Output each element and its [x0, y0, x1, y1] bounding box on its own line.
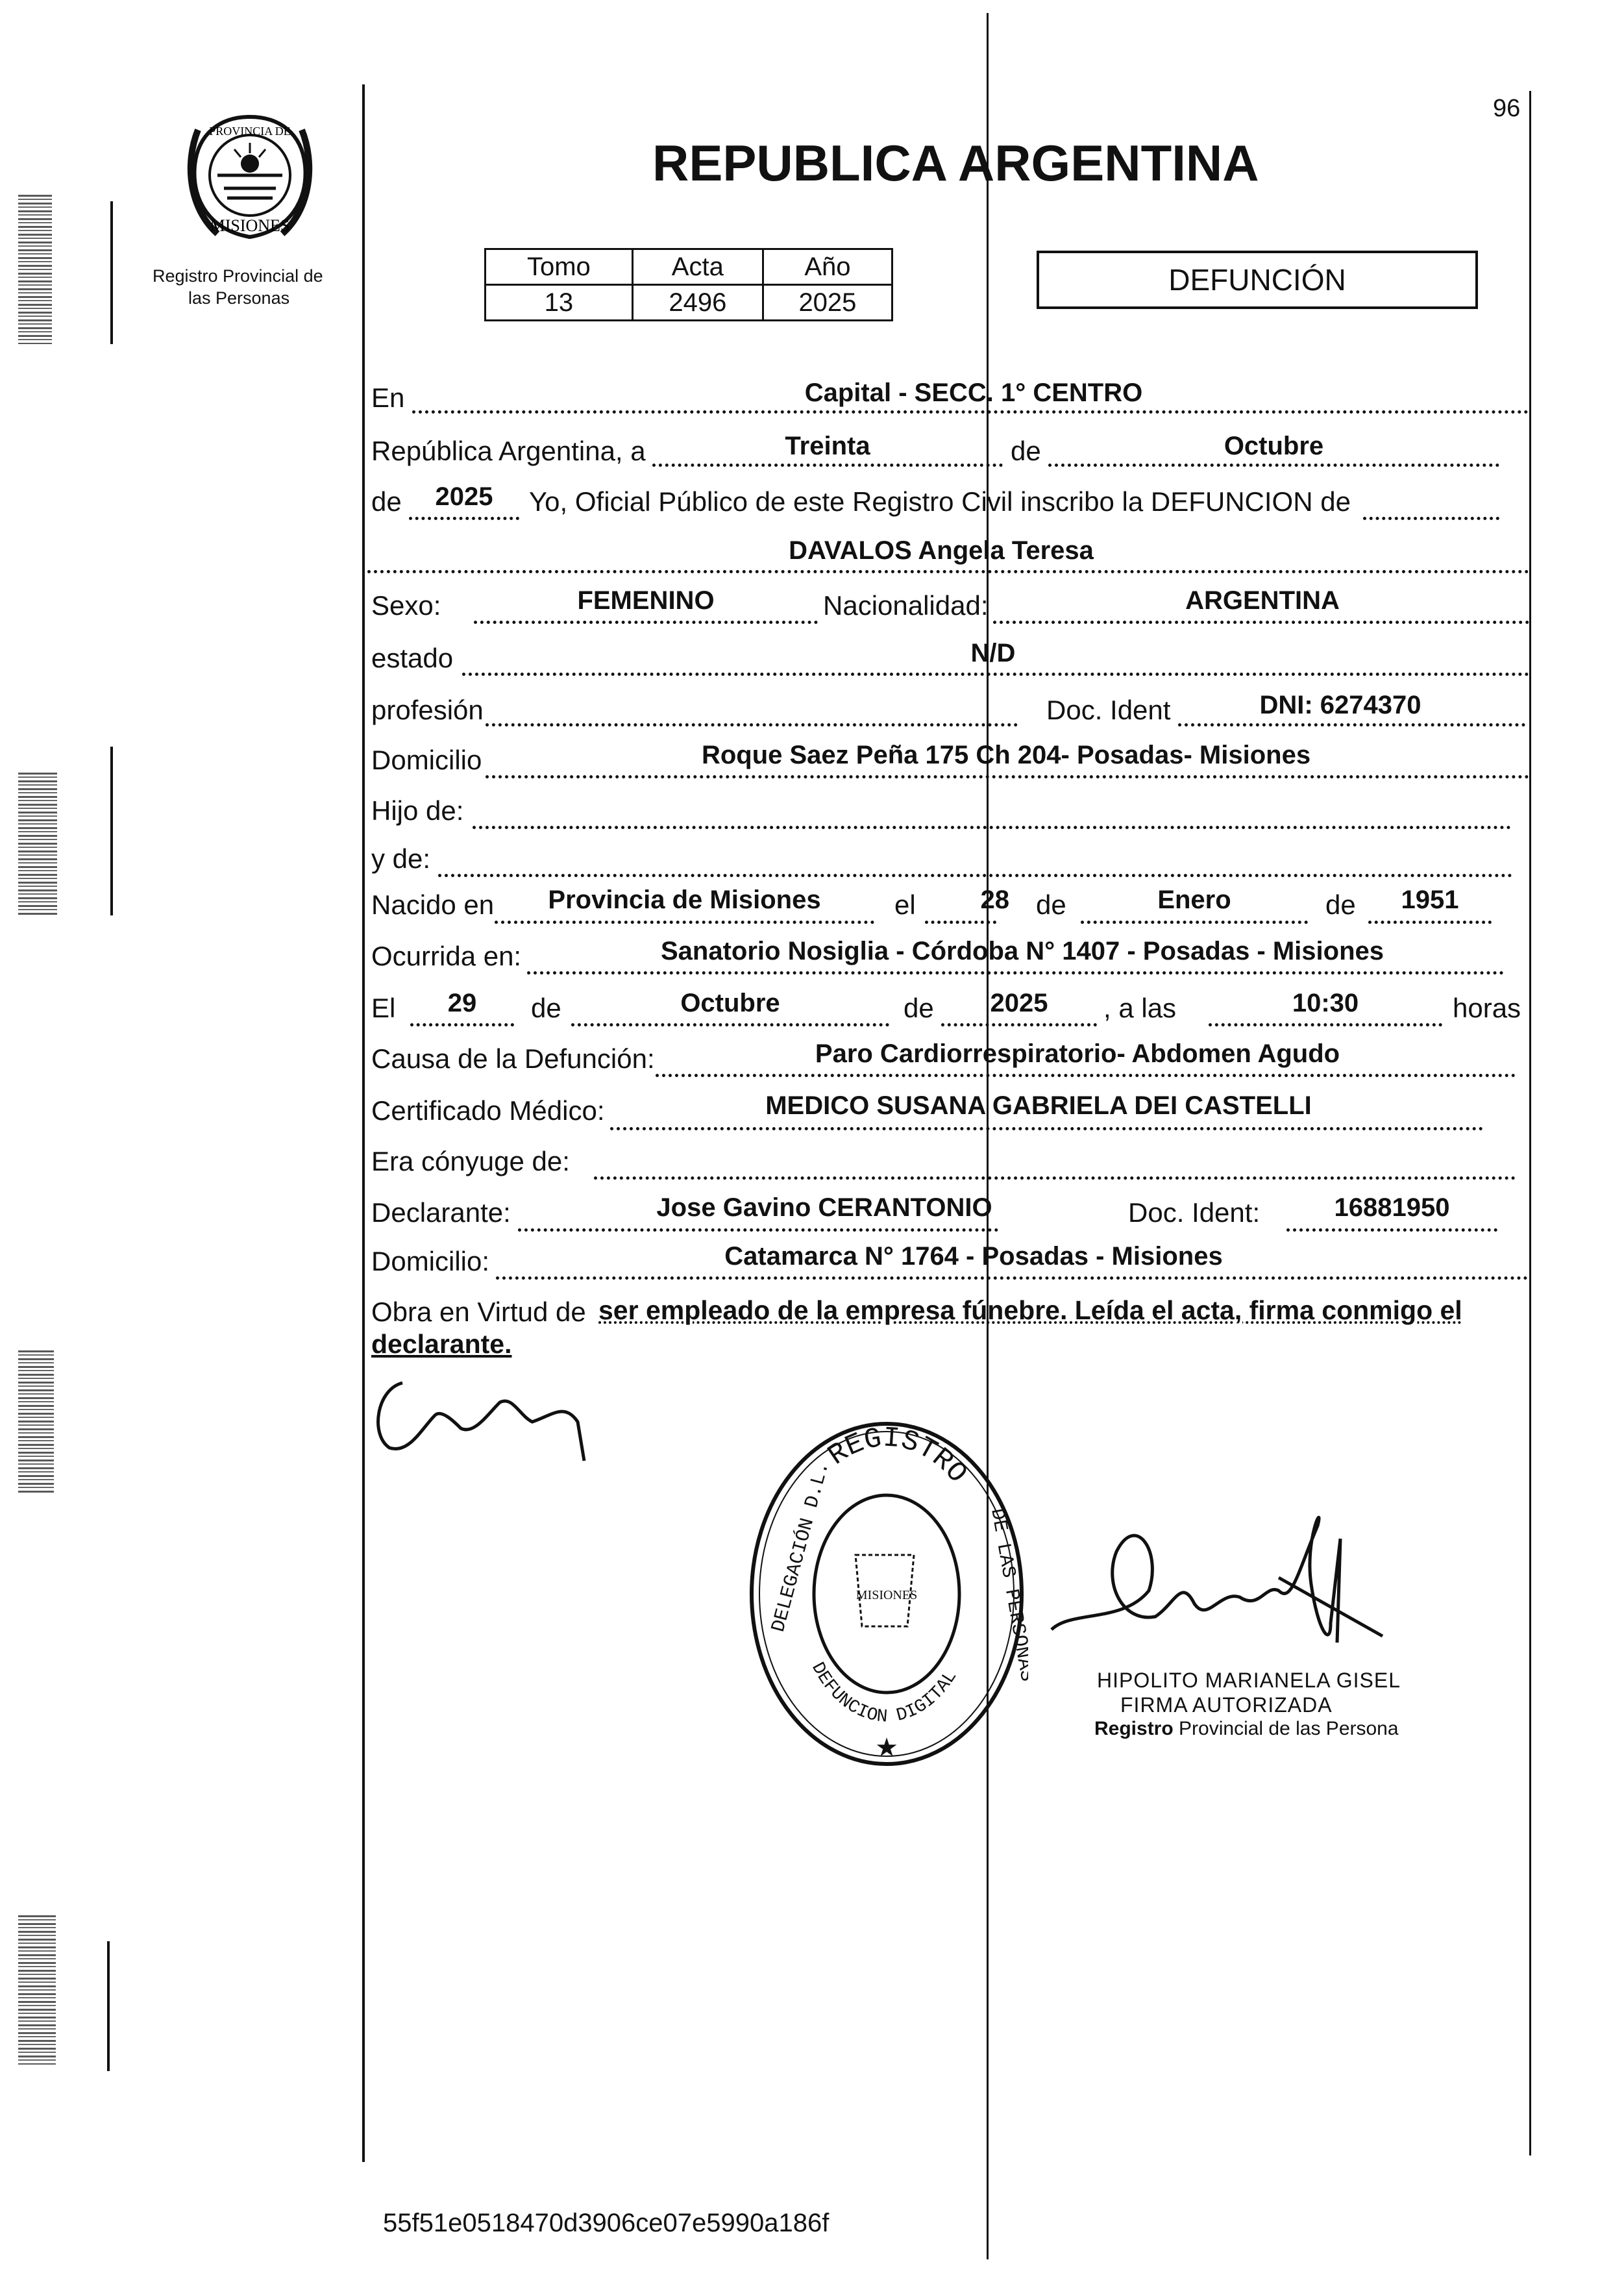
value-nacionalidad: ARGENTINA	[1185, 586, 1340, 615]
dotted-line	[941, 1023, 1097, 1026]
label-declarante: Declarante:	[371, 1197, 511, 1228]
dotted-line	[1178, 723, 1525, 727]
label-certificado: Certificado Médico:	[371, 1095, 605, 1126]
label-conyuge: Era cónyuge de:	[371, 1146, 570, 1176]
stamp-center-text: MISIONES	[855, 1588, 918, 1602]
scan-artifact	[18, 1350, 54, 1493]
table-row	[486, 285, 892, 321]
value-dia: Treinta	[785, 432, 870, 460]
dotted-line	[486, 775, 1529, 778]
declarant-signature	[363, 1363, 610, 1487]
stamp-right-text: DE LAS PERSONAS	[985, 1506, 1028, 1683]
table-header-cell: Acta	[632, 249, 763, 285]
official-stamp	[745, 1419, 1028, 1769]
label-fecha: República Argentina, a	[371, 436, 646, 466]
dotted-line	[656, 1074, 1516, 1077]
value-anio-def: 2025	[990, 989, 1048, 1017]
dotted-line	[594, 1176, 1516, 1180]
dotted-line	[486, 723, 1018, 727]
signatory-org-rest: Provincial de las Persona	[1179, 1718, 1399, 1739]
label-y-de: y de:	[371, 843, 431, 874]
stamp-left-text: DELEGACIÓN D.L.	[767, 1459, 835, 1635]
table-header-cell: Tomo	[486, 249, 633, 285]
scan-line	[107, 1941, 110, 2071]
table-cell: 2496	[632, 285, 763, 321]
value-doc-ident: DNI: 6274370	[1259, 691, 1421, 719]
label-nacionalidad: Nacionalidad:	[823, 590, 989, 621]
table-header-cell: Año	[763, 249, 892, 285]
label-en: En	[371, 382, 405, 413]
label-a-las: , a las	[1103, 993, 1177, 1023]
value-dia-nacimiento: 28	[980, 886, 1009, 914]
table-cell: 2025	[763, 285, 892, 321]
dotted-line	[1286, 1228, 1497, 1232]
center-fold-line	[987, 13, 989, 2259]
dotted-line	[1081, 921, 1308, 924]
label-de-mes-nac: de	[1036, 889, 1066, 920]
value-doc-declarante: 16881950	[1334, 1193, 1450, 1222]
star-icon: ★	[875, 1733, 898, 1762]
value-lugar-nacimiento: Provincia de Misiones	[548, 886, 821, 914]
label-doc-ident: Doc. Ident	[1046, 695, 1171, 725]
dotted-line	[518, 1228, 998, 1232]
value-domicilio: Roque Saez Peña 175 Ch 204- Posadas- Misiones	[701, 741, 1311, 769]
record-table	[484, 248, 893, 321]
label-el-def: El	[371, 993, 396, 1023]
label-causa: Causa de la Defunción:	[371, 1043, 655, 1074]
emblem-bottom-text: MISIONES	[210, 216, 290, 235]
scan-artifact	[18, 773, 57, 915]
record-type-box: DEFUNCIÓN	[1037, 251, 1478, 309]
label-de-anio: de	[371, 486, 402, 517]
label-de-mes-def: de	[531, 993, 561, 1023]
registry-name-line1: Registro Provincial de	[153, 266, 323, 286]
scan-artifact	[18, 1915, 56, 2065]
value-declarante: Jose Gavino CERANTONIO	[656, 1193, 992, 1222]
value-domicilio-declarante: Catamarca N° 1764 - Posadas - Misiones	[724, 1242, 1223, 1271]
stamp-bottom-text: DEFUNCION DIGITAL	[807, 1659, 962, 1728]
label-doc-declarante: Doc. Ident:	[1128, 1197, 1261, 1228]
value-hora: 10:30	[1292, 989, 1359, 1017]
table-cell: 13	[486, 285, 633, 321]
value-dia-def: 29	[447, 989, 477, 1017]
signatory-name: HIPOLITO MARIANELA GISEL	[1097, 1669, 1401, 1692]
label-de-anio-def: de	[904, 993, 934, 1023]
dotted-line	[410, 1023, 514, 1026]
dotted-line	[1209, 1023, 1442, 1026]
value-estado: N/D	[970, 639, 1016, 667]
value-causa: Paro Cardiorrespiratorio- Abdomen Agudo	[815, 1039, 1340, 1068]
label-domicilio-declarante: Domicilio:	[371, 1246, 490, 1276]
dotted-line	[462, 673, 1529, 676]
signatory-org-bold: Registro	[1094, 1718, 1174, 1739]
value-nombre: DAVALOS Angela Teresa	[789, 536, 1094, 565]
left-margin-line	[362, 84, 365, 2162]
dotted-line	[496, 1276, 1528, 1280]
dotted-line	[367, 570, 1529, 573]
value-anio-nacimiento: 1951	[1401, 886, 1459, 914]
value-sexo: FEMENINO	[577, 586, 715, 615]
label-nacido: Nacido en	[371, 889, 495, 920]
dotted-line	[527, 971, 1504, 975]
official-signature	[1045, 1474, 1409, 1675]
scan-artifact	[18, 195, 52, 344]
value-obra-line2: declarante.	[371, 1329, 512, 1359]
value-mes-nacimiento: Enero	[1157, 886, 1231, 914]
dotted-line	[571, 1023, 889, 1026]
page-title: REPUBLICA ARGENTINA	[652, 134, 1259, 192]
label-hijo-de: Hijo de:	[371, 795, 464, 826]
value-mes: Octubre	[1224, 432, 1324, 460]
label-sexo: Sexo:	[371, 590, 441, 621]
svg-text:REGISTRO	[822, 1422, 973, 1489]
document-hash: 55f51e0518470d3906ce07e5990a186f	[383, 2209, 830, 2237]
label-obra: Obra en Virtud de	[371, 1297, 586, 1327]
signatory-role: FIRMA AUTORIZADA	[1120, 1693, 1333, 1717]
value-lugar: Capital - SECC. 1° CENTRO	[804, 379, 1143, 407]
dotted-line	[438, 874, 1512, 877]
value-obra-line1: ser empleado de la empresa fúnebre. Leída el acta, firma conmigo el	[598, 1295, 1462, 1325]
label-ocurrida: Ocurrida en:	[371, 941, 522, 971]
dotted-line	[409, 517, 519, 520]
province-emblem	[172, 104, 328, 253]
table-header-row	[486, 249, 892, 285]
right-margin-line	[1529, 91, 1531, 2155]
value-anio: 2025	[435, 482, 493, 511]
label-horas: horas	[1453, 993, 1521, 1023]
emblem-top-text: PROVINCIA DE	[209, 125, 291, 138]
dotted-line	[412, 410, 1529, 414]
label-estado: estado	[371, 643, 454, 673]
label-de-anio-nac: de	[1325, 889, 1356, 920]
dotted-line	[473, 826, 1511, 829]
page-number: 96	[1493, 95, 1521, 122]
registry-name-line2: las Personas	[188, 288, 290, 308]
dotted-line	[1368, 921, 1492, 924]
dotted-line	[925, 921, 996, 924]
label-el: el	[894, 889, 916, 920]
dotted-line	[495, 921, 874, 924]
scan-line	[110, 201, 113, 344]
dotted-line	[474, 621, 818, 624]
value-certificado: MEDICO SUSANA GABRIELA DEI CASTELLI	[765, 1091, 1312, 1120]
dotted-line	[652, 464, 1003, 467]
label-domicilio: Domicilio	[371, 745, 482, 775]
label-profesion: profesión	[371, 695, 484, 725]
dotted-line	[1048, 464, 1499, 467]
dotted-line	[993, 621, 1529, 624]
scan-line	[110, 747, 113, 915]
label-de: de	[1011, 436, 1041, 466]
dotted-line	[610, 1127, 1483, 1130]
dotted-line	[1363, 517, 1499, 520]
value-ocurrida: Sanatorio Nosiglia - Córdoba N° 1407 - Posadas - Misiones	[660, 937, 1384, 965]
stamp-top-text: REGISTRO	[822, 1422, 974, 1490]
value-mes-def: Octubre	[680, 989, 780, 1017]
text-oficial: Yo, Oficial Público de este Registro Civil inscribo la DEFUNCION de	[529, 486, 1351, 517]
signatory-org	[1094, 1719, 1399, 1739]
